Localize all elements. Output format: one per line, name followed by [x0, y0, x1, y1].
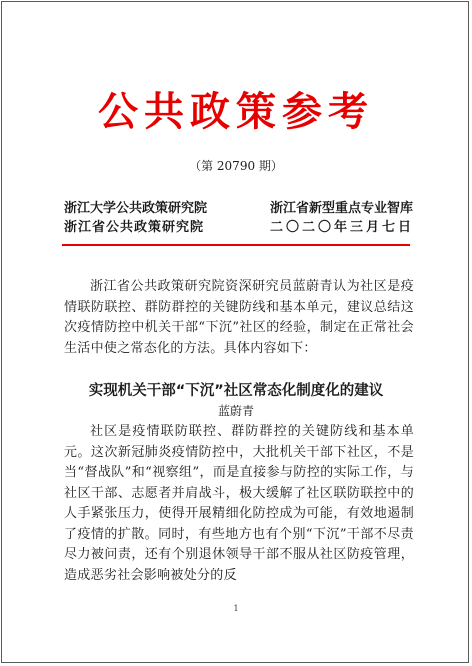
institution-left-2: 浙江省公共政策研究院	[64, 220, 205, 235]
institution-left-1: 浙江大学公共政策研究院	[64, 201, 208, 216]
page-number: 1	[233, 604, 239, 613]
article-heading: 实现机关干部“下沉”社区常态化制度化的建议	[88, 383, 384, 399]
masthead-title: 公共政策参考	[98, 88, 374, 135]
intro-paragraph: 浙江省公共政策研究院资深研究员蓝蔚青认为社区是疫情联防联控、群防群控的关键防线和基本单元，建议总结这次疫情防控中机关干部“下沉”社区的经验，制定在正常社会生活中使之常态化的方法。具体内容如下：	[64, 279, 414, 356]
publication-date: 二〇二〇年三月七日	[270, 220, 415, 235]
issue-number: （第 20790 期）	[189, 159, 283, 173]
red-divider	[62, 244, 410, 246]
body-paragraph: 社区是疫情联防联控、群防群控的关键防线和基本单元。这次新冠肺炎疫情防控中，大批机关干部下社区，不是当“督战队”和“视察组”，而是直接参与防控的实际工作，与社区干部、志愿者并肩战斗，极大缓解了社区联防联控中的人手紧张压力，使得开展精细化防控成为可能，有效地遏制了疫情的扩散。同时，有些地方也有个别“下沉”干部不尽责尽力被问责，还有个别退休领导干部不服从社区防疫管理，造成恶劣社会影响被处分的反	[64, 424, 414, 583]
institution-right-1: 浙江省新型重点专业智库	[270, 201, 414, 216]
article-author: 蓝蔚青	[217, 404, 254, 418]
